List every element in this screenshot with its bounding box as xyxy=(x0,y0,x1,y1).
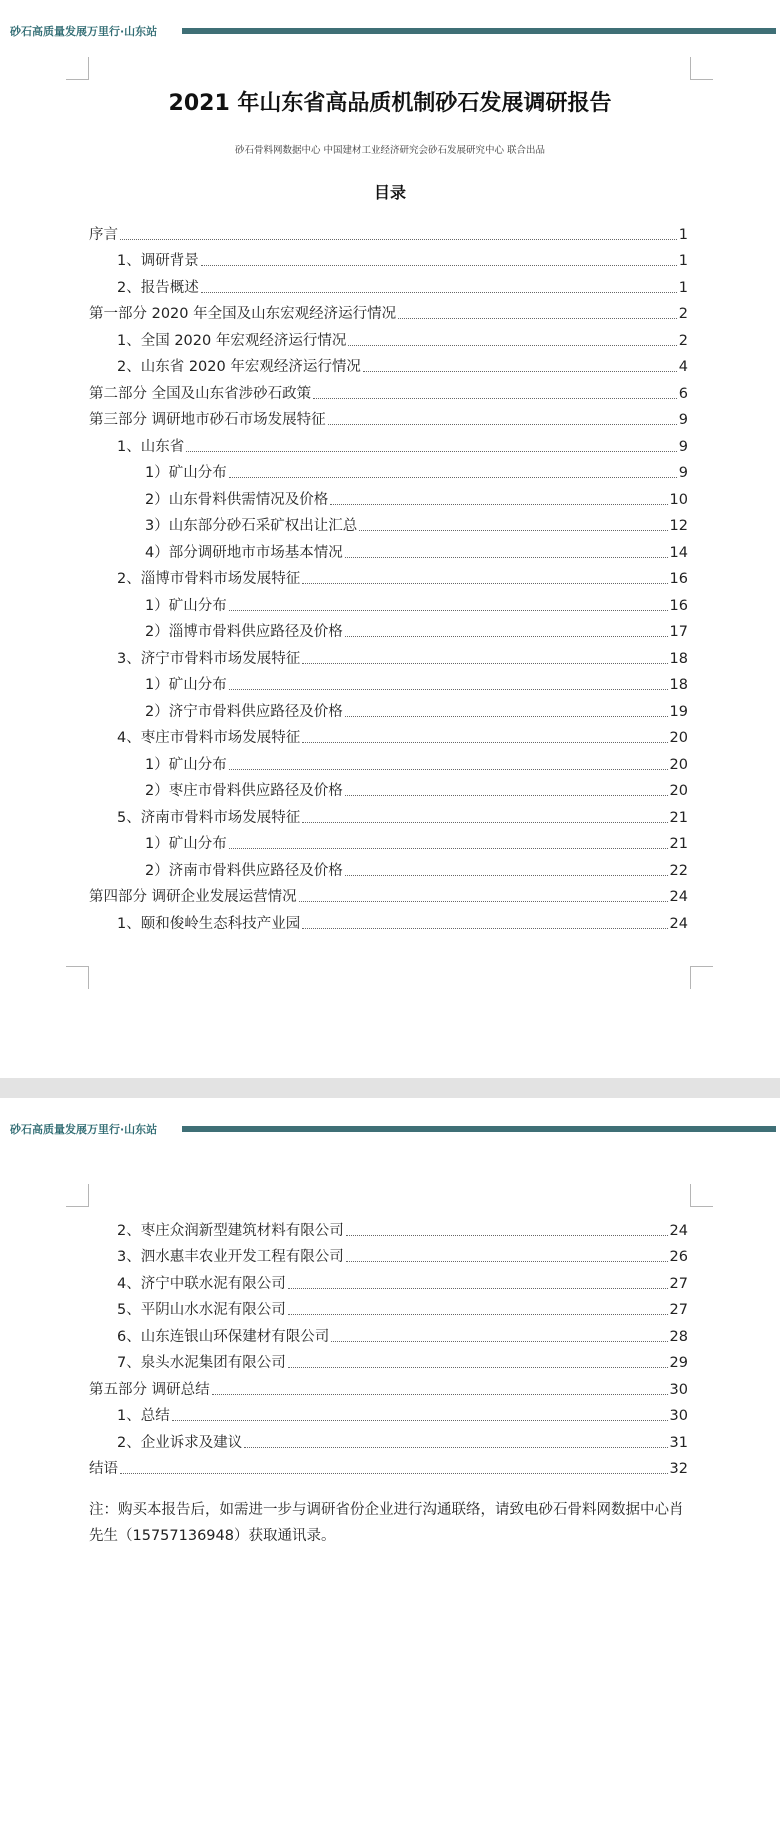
toc-entry xyxy=(89,853,688,880)
toc-page-number: 14 xyxy=(669,544,688,561)
toc-leader-dots xyxy=(302,928,667,929)
header-brand: 砂石高质量发展万里行·山东站 xyxy=(10,1123,158,1136)
toc-page-number: 9 xyxy=(678,465,688,481)
toc-entry-title: 1）矿山分布 xyxy=(145,677,227,693)
toc-entry-title: 2）济宁市骨料供应路径及价格 xyxy=(145,703,343,720)
toc-entry xyxy=(89,1425,688,1452)
toc-entry-title: 7、泉头水泥集团有限公司 xyxy=(117,1355,286,1371)
toc-page-number: 16 xyxy=(669,597,688,614)
toc-leader-dots xyxy=(186,451,677,452)
header-brand: 砂石高质量发展万里行·山东站 xyxy=(10,25,158,38)
toc-leader-dots xyxy=(244,1447,667,1448)
toc-leader-dots xyxy=(172,1420,668,1421)
toc-page-number: 26 xyxy=(669,1249,688,1265)
toc-entry xyxy=(89,1372,688,1399)
toc-entry xyxy=(89,403,688,430)
toc-page-number: 2 xyxy=(678,306,688,322)
toc-entry-title: 1）矿山分布 xyxy=(145,465,227,481)
toc-leader-dots xyxy=(288,1367,668,1368)
toc-leader-dots xyxy=(229,477,677,478)
toc-entry xyxy=(89,323,688,350)
toc-entry xyxy=(89,509,688,536)
toc-entry xyxy=(89,906,688,933)
toc-entry xyxy=(89,429,688,456)
toc-leader-dots xyxy=(299,901,668,902)
toc-entry xyxy=(89,350,688,377)
toc-entry-title: 1）矿山分布 xyxy=(145,836,227,852)
toc-leader-dots xyxy=(398,318,677,319)
toc-page-number: 31 xyxy=(669,1434,688,1451)
toc-entry-title: 4、枣庄市骨料市场发展特征 xyxy=(117,730,301,746)
toc-entry xyxy=(89,562,688,589)
toc-entry xyxy=(89,615,688,642)
toc-page-number: 9 xyxy=(678,438,688,455)
toc-entry-title: 结语 xyxy=(89,1461,118,1477)
toc-page-number: 30 xyxy=(669,1381,688,1398)
toc-page-number: 20 xyxy=(669,783,688,799)
toc-entry-title: 2、山东省 2020 年宏观经济运行情况 xyxy=(117,359,361,375)
toc-entry xyxy=(89,1240,688,1267)
toc-entry xyxy=(89,694,688,721)
toc-page-number: 18 xyxy=(669,650,688,667)
toc-page-number: 2 xyxy=(678,332,688,349)
toc-page-number: 21 xyxy=(669,836,688,852)
header-rule xyxy=(182,28,776,34)
toc-entry xyxy=(89,244,688,271)
toc-page-number: 9 xyxy=(678,412,688,428)
toc-entry-title: 3、泗水惠丰农业开发工程有限公司 xyxy=(117,1249,344,1265)
toc-page-number: 27 xyxy=(669,1302,688,1318)
toc-entry-title: 3）山东部分砂石采矿权出让汇总 xyxy=(145,518,358,534)
toc-entry-title: 1、山东省 xyxy=(117,438,185,455)
toc-leader-dots xyxy=(302,583,667,584)
toc-entry xyxy=(89,482,688,509)
toc-entry xyxy=(89,800,688,827)
toc-leader-dots xyxy=(229,610,668,611)
toc-entry-title: 2、淄博市骨料市场发展特征 xyxy=(117,571,301,587)
toc-page-number: 18 xyxy=(669,677,688,693)
toc-entry-title: 6、山东连银山环保建材有限公司 xyxy=(117,1328,330,1345)
toc-entry xyxy=(89,721,688,748)
toc-leader-dots xyxy=(345,875,668,876)
toc-entry xyxy=(89,1346,688,1373)
toc-leader-dots xyxy=(201,292,677,293)
toc-entry xyxy=(89,1319,688,1346)
toc-page-number: 16 xyxy=(669,571,688,587)
toc-leader-dots xyxy=(288,1288,668,1289)
toc-entry-title: 1、颐和俊岭生态科技产业园 xyxy=(117,915,301,932)
report-title: 2021 年山东省高品质机制砂石发展调研报告 xyxy=(168,91,612,116)
toc-leader-dots xyxy=(288,1314,668,1315)
toc-leader-dots xyxy=(346,1235,668,1236)
crop-mark-bottom-right xyxy=(690,966,713,989)
toc-entry-title: 2）山东骨料供需情况及价格 xyxy=(145,491,329,508)
toc-leader-dots xyxy=(229,769,668,770)
toc-leader-dots xyxy=(328,424,677,425)
toc-page-number: 1 xyxy=(678,253,688,269)
toc-leader-dots xyxy=(229,689,668,690)
toc-entry-title: 第四部分 调研企业发展运营情况 xyxy=(89,889,297,905)
toc-entry-title: 2）济南市骨料供应路径及价格 xyxy=(145,862,343,879)
toc-leader-dots xyxy=(345,557,668,558)
toc-leader-dots xyxy=(359,530,667,531)
toc-entry-title: 第二部分 全国及山东省涉砂石政策 xyxy=(89,385,312,402)
toc-entry xyxy=(89,1452,688,1479)
toc-page-number: 1 xyxy=(678,279,688,296)
toc-entry xyxy=(89,270,688,297)
toc-entry-title: 1）矿山分布 xyxy=(145,597,227,614)
toc-leader-dots xyxy=(313,398,677,399)
toc-entry-title: 2、企业诉求及建议 xyxy=(117,1434,243,1451)
page-separator xyxy=(0,1078,780,1098)
toc-page-number: 19 xyxy=(669,703,688,720)
toc-entry xyxy=(89,668,688,695)
toc-entry xyxy=(89,1213,688,1240)
toc-leader-dots xyxy=(363,371,677,372)
toc-leader-dots xyxy=(345,795,668,796)
toc-page-number: 4 xyxy=(678,359,688,375)
toc-page-number: 17 xyxy=(669,624,688,640)
toc-page-number: 28 xyxy=(669,1328,688,1345)
table-of-contents xyxy=(89,217,688,933)
toc-page-number: 21 xyxy=(669,809,688,826)
toc-leader-dots xyxy=(346,1261,668,1262)
toc-entry xyxy=(89,1399,688,1426)
toc-leader-dots xyxy=(331,1341,667,1342)
toc-page-number: 22 xyxy=(669,862,688,879)
crop-mark-bottom-left xyxy=(66,966,89,989)
toc-entry-title: 1、调研背景 xyxy=(117,253,199,269)
toc-page-number: 32 xyxy=(669,1461,688,1477)
crop-mark-top-left xyxy=(66,1184,89,1207)
toc-entry-title: 第一部分 2020 年全国及山东宏观经济运行情况 xyxy=(89,306,397,322)
toc-leader-dots xyxy=(330,504,667,505)
toc-leader-dots xyxy=(212,1394,668,1395)
crop-mark-top-left xyxy=(66,57,89,80)
toc-page-number: 6 xyxy=(678,385,688,402)
toc-entry xyxy=(89,641,688,668)
report-subtitle: 砂石骨料网数据中心 中国建材工业经济研究会砂石发展研究中心 联合出品 xyxy=(234,145,546,156)
toc-entry xyxy=(89,1293,688,1320)
toc-entry xyxy=(89,827,688,854)
crop-mark-top-right xyxy=(690,57,713,80)
toc-entry xyxy=(89,588,688,615)
toc-page-number: 20 xyxy=(669,756,688,773)
toc-page-number: 20 xyxy=(669,730,688,746)
toc-leader-dots xyxy=(345,716,668,717)
toc-page-number: 1 xyxy=(678,226,688,243)
toc-page-number: 12 xyxy=(669,518,688,534)
toc-entry-title: 1、全国 2020 年宏观经济运行情况 xyxy=(117,332,347,349)
toc-entry xyxy=(89,535,688,562)
toc-leader-dots xyxy=(345,636,668,637)
toc-entry-title: 2、枣庄众润新型建筑材料有限公司 xyxy=(117,1222,344,1239)
toc-page-number: 24 xyxy=(669,1222,688,1239)
toc-entry xyxy=(89,217,688,244)
toc-entry xyxy=(89,456,688,483)
table-of-contents-continued xyxy=(89,1213,688,1478)
toc-page-number: 24 xyxy=(669,889,688,905)
toc-entry xyxy=(89,880,688,907)
toc-entry xyxy=(89,376,688,403)
toc-entry-title: 2）淄博市骨料供应路径及价格 xyxy=(145,624,343,640)
toc-leader-dots xyxy=(302,822,667,823)
header-rule xyxy=(182,1126,776,1132)
toc-leader-dots xyxy=(229,848,668,849)
toc-leader-dots xyxy=(302,663,667,664)
toc-entry xyxy=(89,774,688,801)
toc-entry-title: 序言 xyxy=(89,226,118,243)
toc-heading: 目录 xyxy=(373,183,406,202)
toc-entry-title: 5、济南市骨料市场发展特征 xyxy=(117,809,301,826)
toc-entry-title: 第三部分 调研地市砂石市场发展特征 xyxy=(89,412,326,428)
toc-entry-title: 1）矿山分布 xyxy=(145,756,227,773)
toc-page-number: 30 xyxy=(669,1408,688,1424)
purchase-note: 注：购买本报告后，如需进一步与调研省份企业进行沟通联络，请致电砂石骨料网数据中心肖先生（15757136948）获取通讯录。 xyxy=(89,1502,684,1544)
toc-entry-title: 2）枣庄市骨料供应路径及价格 xyxy=(145,783,343,799)
toc-entry-title: 3、济宁市骨料市场发展特征 xyxy=(117,650,301,667)
toc-entry-title: 1、总结 xyxy=(117,1408,170,1424)
toc-page-number: 27 xyxy=(669,1275,688,1292)
toc-entry xyxy=(89,1266,688,1293)
crop-mark-top-right xyxy=(690,1184,713,1207)
toc-entry-title: 4、济宁中联水泥有限公司 xyxy=(117,1275,286,1292)
toc-page-number: 29 xyxy=(669,1355,688,1371)
toc-leader-dots xyxy=(120,239,677,240)
toc-entry-title: 第五部分 调研总结 xyxy=(89,1381,210,1398)
toc-leader-dots xyxy=(302,742,667,743)
toc-entry xyxy=(89,747,688,774)
toc-leader-dots xyxy=(120,1473,668,1474)
toc-leader-dots xyxy=(348,345,676,346)
toc-entry-title: 4）部分调研地市市场基本情况 xyxy=(145,544,343,561)
toc-leader-dots xyxy=(201,265,677,266)
toc-page-number: 24 xyxy=(669,915,688,932)
toc-entry-title: 5、平阴山水水泥有限公司 xyxy=(117,1302,286,1318)
toc-entry-title: 2、报告概述 xyxy=(117,279,199,296)
toc-entry xyxy=(89,297,688,324)
toc-page-number: 10 xyxy=(669,491,688,508)
